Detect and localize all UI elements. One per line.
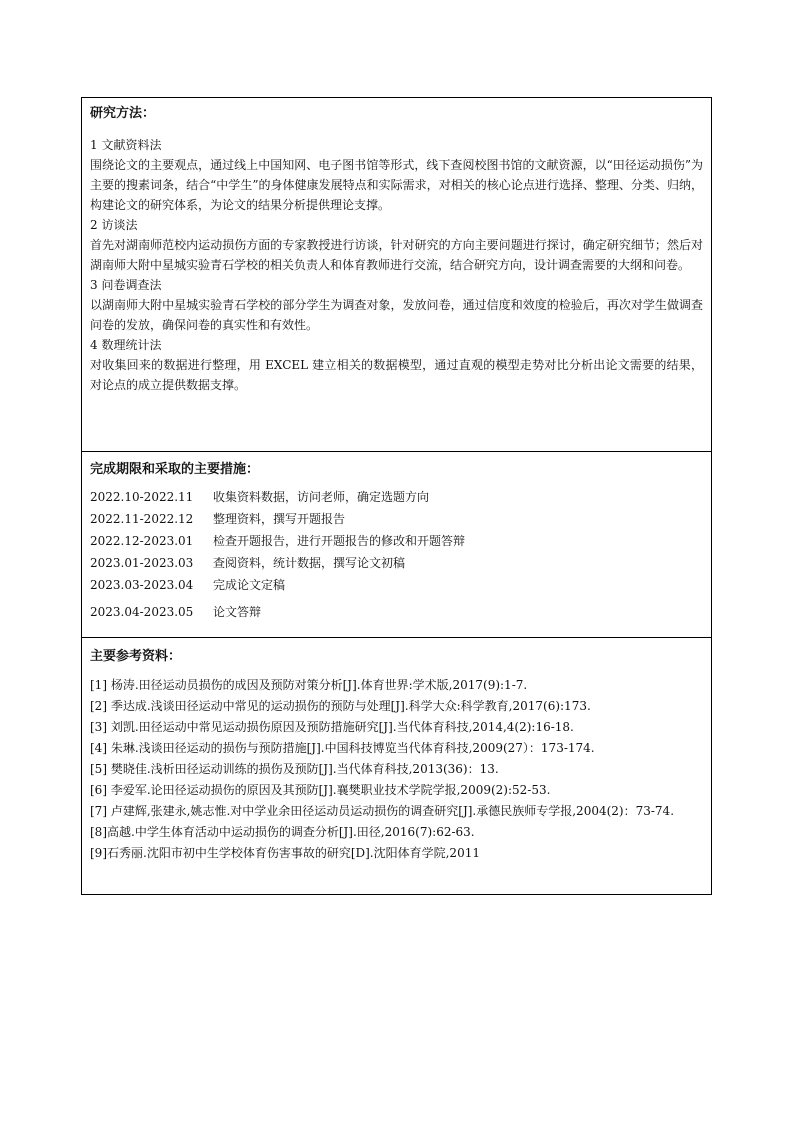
method-body: 对收集回来的数据进行整理，用 EXCEL 建立相关的数据模型，通过直观的模型走势对比分析出论文需要的结果，对论点的成立提供数据支撑。 [90, 358, 703, 392]
reference-item: [5] 樊晓佳.浅析田径运动训练的损伤及预防[J].当代体育科技,2013(36)：13. [90, 762, 499, 776]
schedule-row [90, 574, 703, 596]
schedule-task: 整理资料，撰写开题报告 [213, 512, 346, 526]
method-body: 围绕论文的主要观点，通过线上中国知网、电子图书馆等形式，线下查阅校图书馆的文献资源，以“田径运动损伤”为主要的搜素词条，结合“中学生”的身体健康发展特点和实际需求，对相关的核心论点进行选择、整理、分类、归纳，构建论文的研究体系，为论文的结果分析提供理论支撑。 [90, 158, 703, 212]
schedule-date: 2022.12-2023.01 [90, 534, 194, 548]
reference-item: [9]石秀丽.沈阳市初中生学校体育伤害事故的研究[D].沈阳体育学院,2011 [90, 846, 480, 860]
schedule-row [90, 601, 703, 623]
method-body: 首先对湖南师范校内运动损伤方面的专家教授进行访谈，针对研究的方向主要问题进行探讨，确定研究细节；然后对湖南师大附中星城实验青石学校的相关负责人和体育教师进行交流，结合研究方向，设计调查需要的大纲和问卷。 [90, 238, 703, 272]
method-body: 以湖南师大附中星城实验青石学校的部分学生为调查对象，发放问卷，通过信度和效度的检验后，再次对学生做调查问卷的发放，确保问卷的真实性和有效性。 [90, 298, 703, 332]
reference-item: [6] 李爱军.论田径运动损伤的原因及其预防[J].襄樊职业技术学院学报,2009(2):52-53. [90, 783, 551, 797]
method-title: 3 问卷调查法 [90, 278, 162, 292]
reference-item: [2] 季达成.浅谈田径运动中常见的运动损伤的预防与处理[J].科学大众:科学教育,2017(6):173. [90, 699, 591, 713]
schedule-task: 完成论文定稿 [213, 578, 286, 592]
schedule-task: 查阅资料，统计数据，撰写论文初稿 [213, 556, 406, 570]
schedule-row [90, 530, 703, 552]
reference-item: [3] 刘凯.田径运动中常见运动损伤原因及预防措施研究[J].当代体育科技,2014,4(2):16-18. [90, 720, 574, 734]
schedule-date: 2022.10-2022.11 [90, 490, 194, 504]
method-title: 4 数理统计法 [90, 338, 162, 352]
references-section [82, 637, 711, 894]
schedule-section [82, 451, 711, 637]
schedule-row [90, 486, 703, 508]
schedule-row [90, 552, 703, 574]
schedule-row [90, 508, 703, 530]
reference-item: [1] 杨涛.田径运动员损伤的成因及预防对策分析[J].体育世界:学术版,2017(9):1-7. [90, 678, 528, 692]
schedule-date: 2023.04-2023.05 [90, 605, 194, 619]
schedule-date: 2023.01-2023.03 [90, 556, 194, 570]
schedule-date: 2022.11-2022.12 [90, 512, 194, 526]
research-methods-heading: 研究方法： [90, 106, 156, 121]
schedule-task: 论文答辩 [213, 605, 262, 619]
schedule-date: 2023.03-2023.04 [90, 578, 194, 592]
reference-item: [7] 卢建辉,张建永,姚志惟.对中学业余田径运动员运动损伤的调查研究[J].承德民族师专学报,2004(2)：73-74. [90, 804, 675, 818]
schedule-heading: 完成期限和采取的主要措施： [90, 462, 260, 477]
reference-item: [4] 朱琳.浅谈田径运动的损伤与预防措施[J].中国科技博览当代体育科技,2009(27）：173-174. [90, 741, 595, 755]
method-title: 2 访谈法 [90, 218, 138, 232]
reference-item: [8]高越.中学生体育活动中运动损伤的调查分析[J].田径,2016(7):62-63. [90, 825, 475, 839]
proposal-form-table [81, 97, 712, 895]
method-title: 1 文献资料法 [90, 138, 162, 152]
research-methods-section [82, 98, 711, 451]
schedule-task: 检查开题报告，进行开题报告的修改和开题答辩 [213, 534, 466, 548]
references-heading: 主要参考资料： [90, 649, 182, 664]
schedule-task: 收集资料数据，访问老师，确定选题方向 [213, 490, 430, 504]
